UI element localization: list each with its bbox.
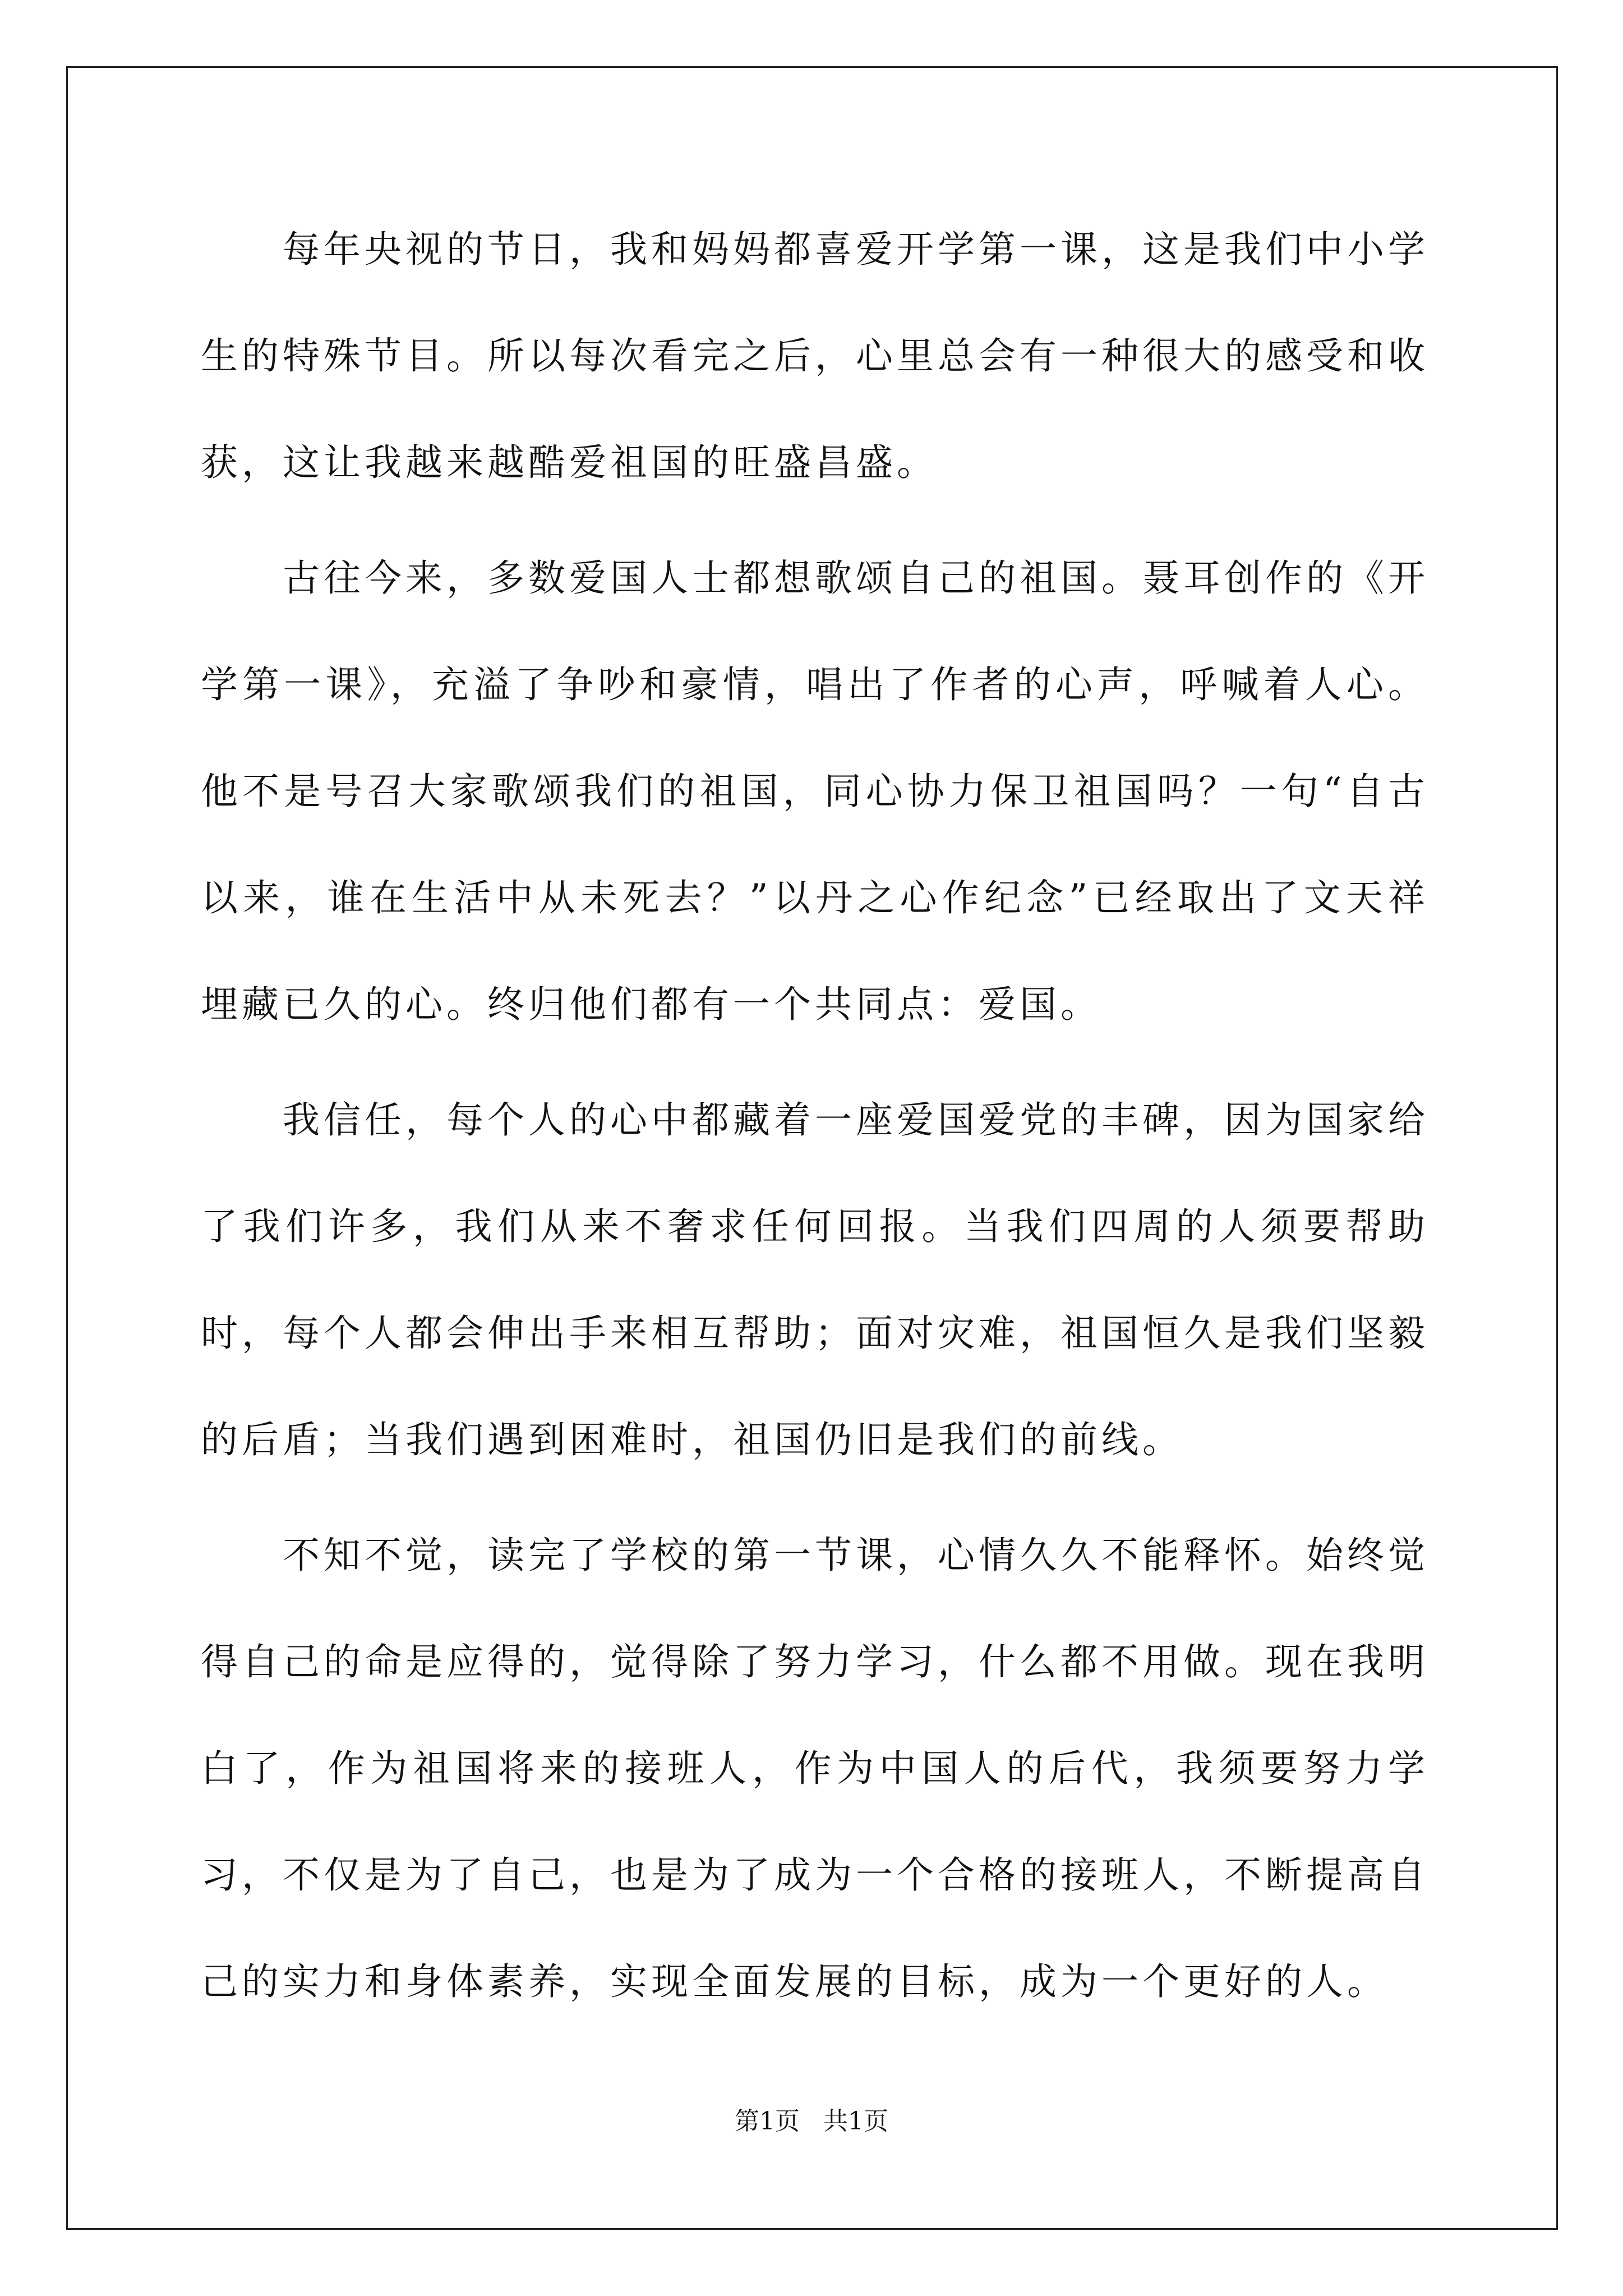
document-body — [201, 196, 1429, 2044]
paragraph-1: 每年央视的节日，我和妈妈都喜爱开学第一课，这是我们中小学生的特殊节目。所以每次看完之后，心里总会有一种很大的感受和收获，这让我越来越酷爱祖国的旺盛昌盛。 — [201, 228, 1429, 484]
paragraph-4: 不知不觉，读完了学校的第一节课，心情久久不能释怀。始终觉得自己的命是应得的，觉得除了努力学习，什么都不用做。现在我明白了，作为祖国将来的接班人，作为中国人的后代，我须要努力学习，不仅是为了自己，也是为了成为一个合格的接班人，不断提高自己的实力和身体素养，实现全面发展的目标，成为一个更好的人。 — [201, 1534, 1429, 2003]
paragraph-2: 古往今来，多数爱国人士都想歌颂自己的祖国。聂耳创作的《开学第一课》，充溢了争吵和豪情，唱出了作者的心声，呼喊着人心。他不是号召大家歌颂我们的祖国，同心协力保卫祖国吗？一句“自古以来，谁在生活中从未死去？”以丹之心作纪念”已经取出了文天祥埋藏已久的心。终归他们都有一个共同点：爱国。 — [201, 556, 1429, 1026]
paragraph-3: 我信任，每个人的心中都藏着一座爱国爱党的丰碑，因为国家给了我们许多，我们从来不奢求任何回报。当我们四周的人须要帮助时，每个人都会伸出手来相互帮助；面对灾难，祖国恒久是我们坚毅的后盾；当我们遇到困难时，祖国仍旧是我们的前线。 — [201, 1098, 1429, 1461]
page-footer: 第1页 共1页 — [735, 2107, 888, 2136]
